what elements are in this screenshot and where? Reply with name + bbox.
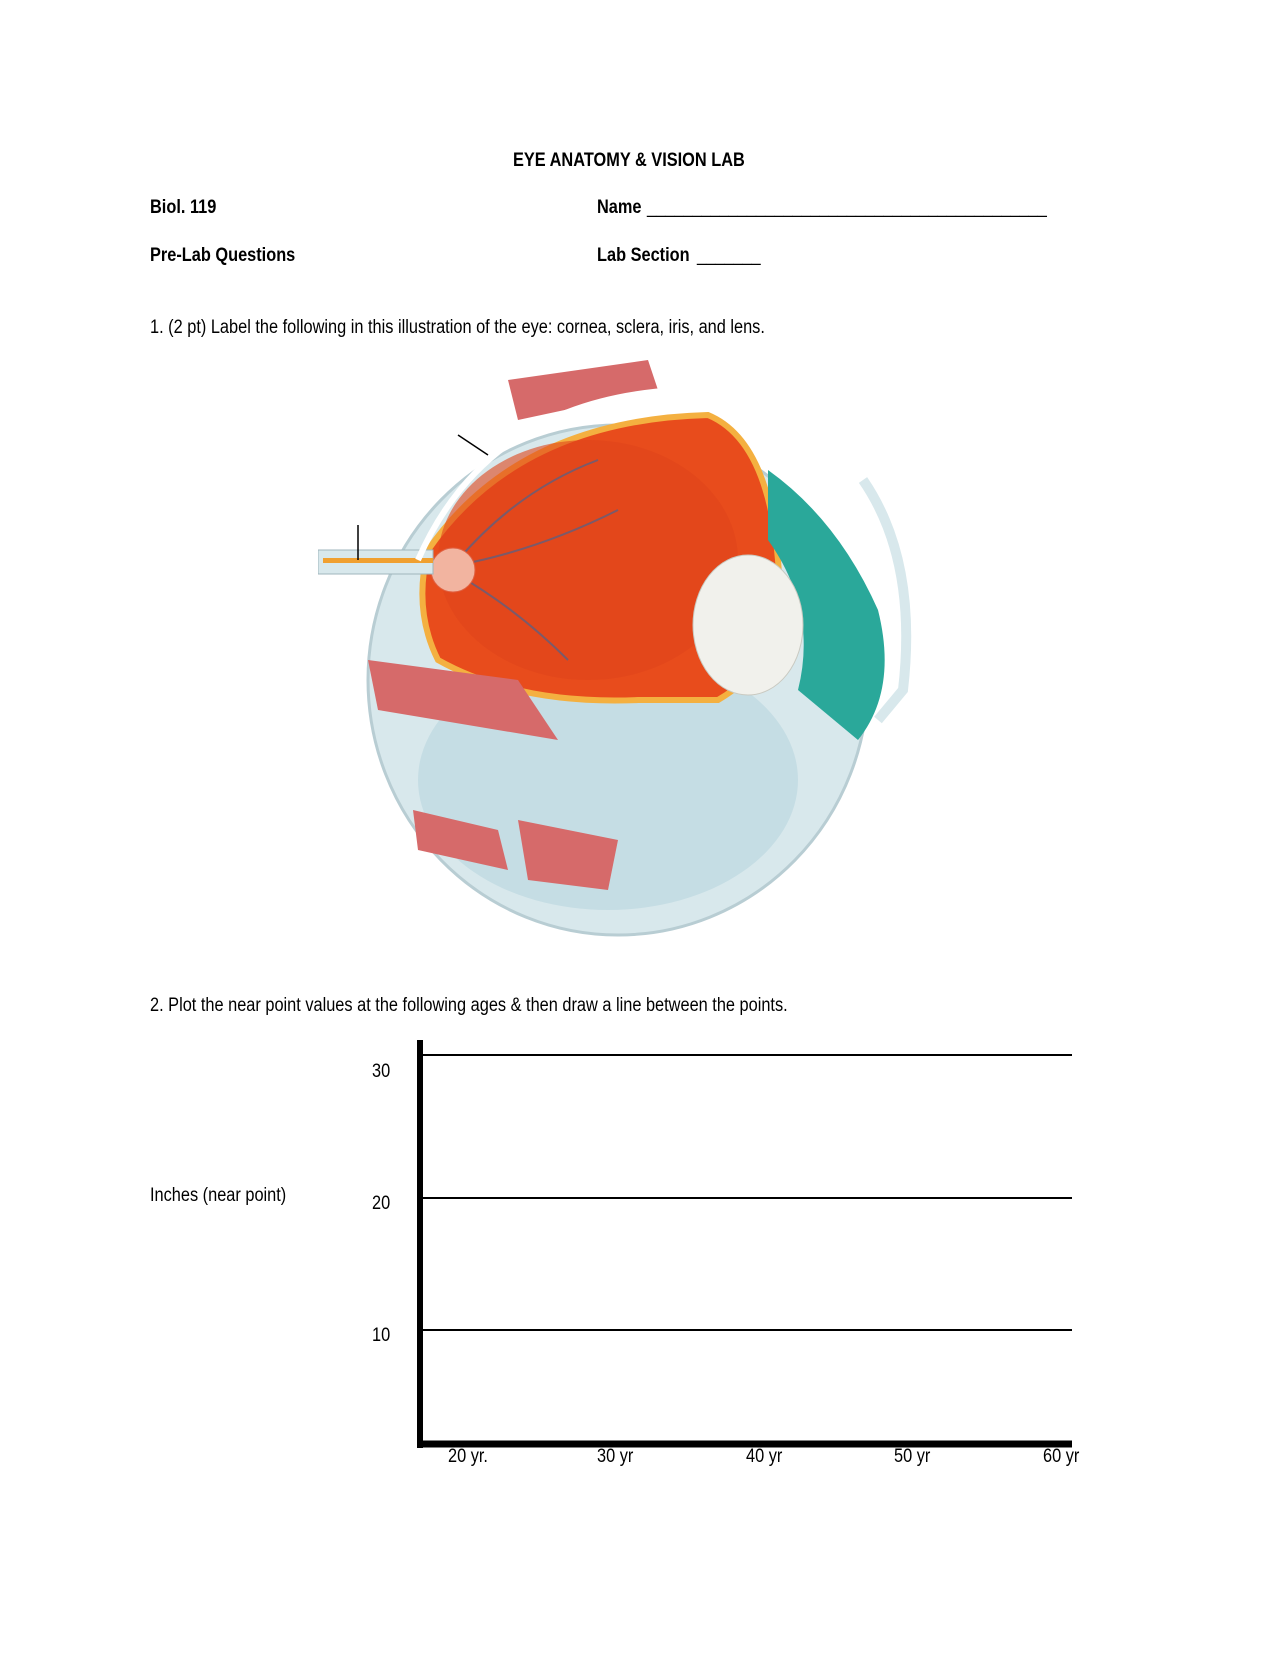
x-tick-label: 40 yr xyxy=(746,1446,783,1467)
question-2: 2. Plot the near point values at the following ages & then draw a line between the points. xyxy=(150,995,788,1016)
x-tick-label: 50 yr xyxy=(894,1446,931,1467)
y-tick-label: 20 xyxy=(372,1193,391,1214)
section-heading: Pre-Lab Questions xyxy=(150,245,296,266)
lab-section-label: Lab Section xyxy=(597,245,690,266)
x-tick-label: 30 yr xyxy=(597,1446,634,1467)
question-1: 1. (2 pt) Label the following in this illustration of the eye: cornea, sclera, iris, and lens. xyxy=(150,317,765,338)
y-tick-label: 30 xyxy=(372,1061,391,1082)
y-tick-label: 10 xyxy=(372,1325,391,1346)
name-blank[interactable]: ____________________________________________ xyxy=(647,197,1047,218)
x-tick-label: 20 yr. xyxy=(448,1446,488,1467)
eye-cross-section-illustration-icon xyxy=(318,360,938,950)
course-label: Biol. 119 xyxy=(150,197,217,218)
name-label: Name xyxy=(597,197,642,218)
page-title: EYE ANATOMY & VISION LAB xyxy=(513,150,745,171)
x-tick-label: 60 yr xyxy=(1043,1446,1080,1467)
lab-section-blank[interactable]: _______ xyxy=(697,245,761,266)
y-axis-label: Inches (near point) xyxy=(150,1185,287,1206)
